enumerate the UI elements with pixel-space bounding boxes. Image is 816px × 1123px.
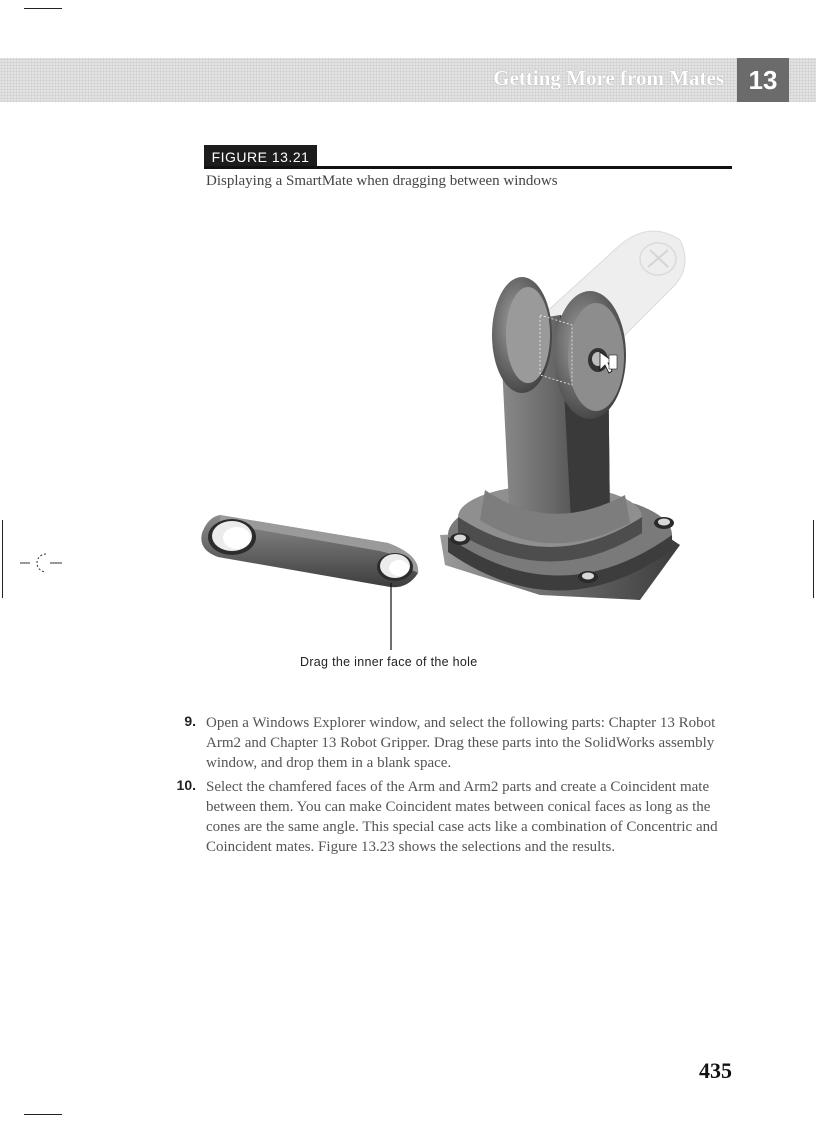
link-part	[201, 515, 418, 587]
step-number: 10.	[176, 777, 196, 793]
crop-mark-top-left	[24, 8, 62, 9]
figure-callout: Drag the inner face of the hole	[300, 655, 478, 669]
registration-mark	[18, 548, 64, 578]
step-text: Open a Windows Explorer window, and select the following parts: Chapter 13 Robot Arm2 and Chapter 13 Robot Gripper. Drag these parts into the SolidWorks assembly window, and drop them in a blank space.	[206, 715, 716, 771]
figure-rule	[204, 166, 732, 169]
page-number: 435	[699, 1058, 732, 1083]
chapter-number-tab: 13	[737, 58, 789, 102]
step-text: Select the chamfered faces of the Arm and Arm2 parts and create a Coincident mate between them. You can make Coincident mates between conical faces as long as the cones are the same angle. This special case acts like a combination of Concentric and Coincident mates. Figure 13.23 shows the selections and the results.	[206, 779, 718, 855]
figure-caption: Displaying a SmartMate when dragging between windows	[206, 173, 558, 189]
crop-mark-right-edge	[813, 520, 814, 598]
step-number: 9.	[184, 713, 196, 729]
crop-mark-bottom-left	[24, 1114, 62, 1115]
crop-mark-left-edge	[2, 520, 3, 598]
chapter-title: Getting More from Mates	[493, 66, 724, 90]
figure-illustration	[180, 205, 700, 655]
figure-label: FIGURE 13.21	[204, 145, 317, 169]
